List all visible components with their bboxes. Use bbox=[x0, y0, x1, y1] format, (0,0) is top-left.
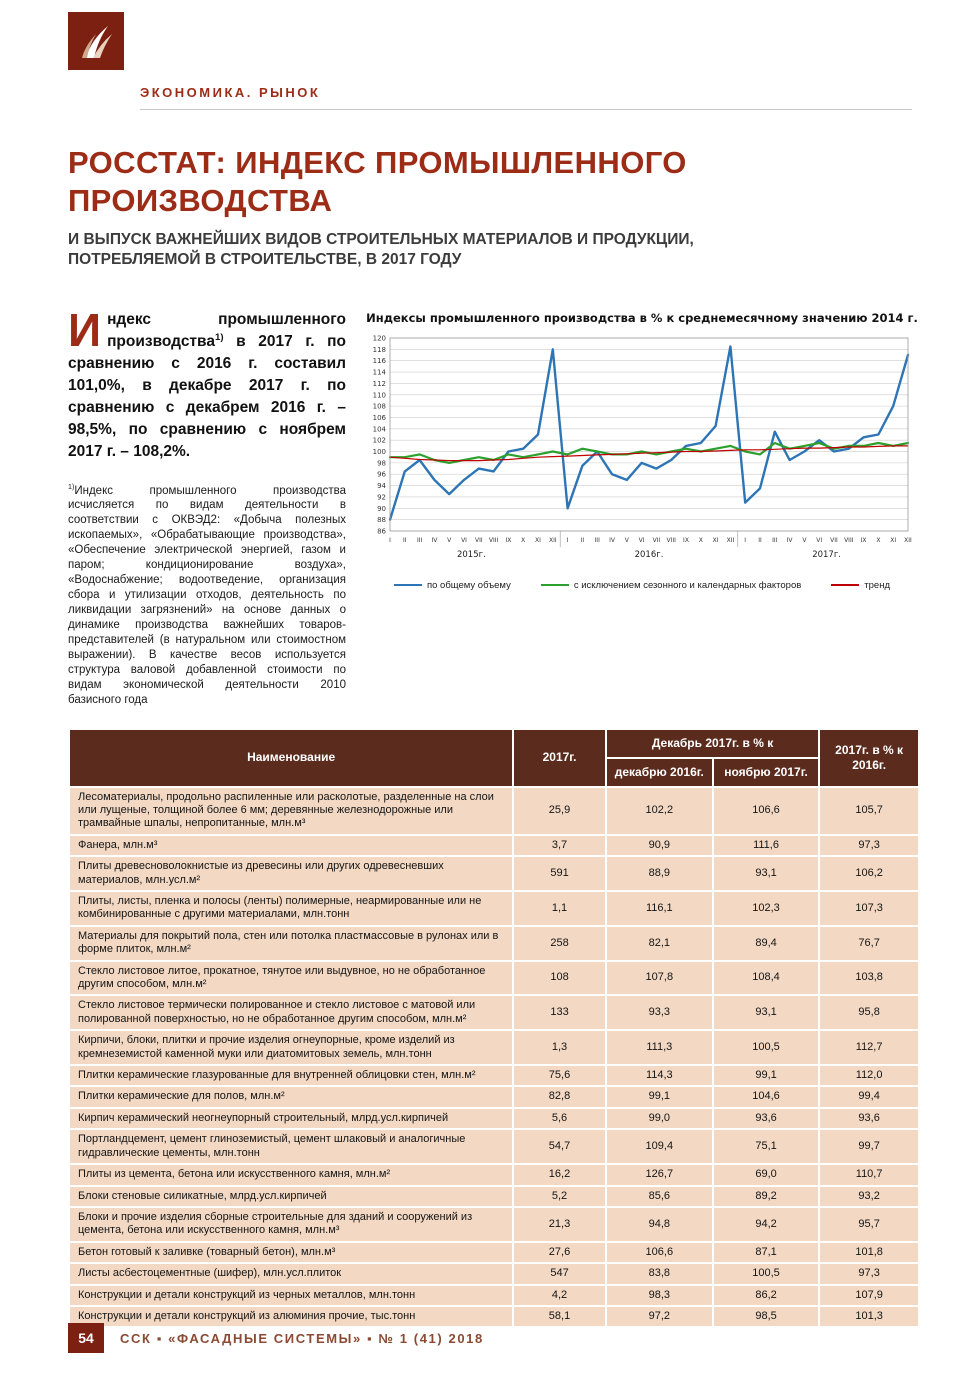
svg-text:V: V bbox=[802, 536, 807, 544]
text-column bbox=[68, 303, 346, 708]
svg-text:2017г.: 2017г. bbox=[812, 549, 842, 560]
row-name: Плиты, листы, пленка и полосы (ленты) полимерные, неармированные или не комбинированные с другими материалами, млн.тонн bbox=[69, 891, 513, 926]
col-header-group: Декабрь 2017г. в % к bbox=[606, 729, 819, 758]
row-name: Блоки и прочие изделия сборные строительные для зданий и сооружений из цемента, бетона или искусственного камня, млн.м³ bbox=[69, 1207, 513, 1242]
row-name: Плиты древесноволокнистые из древесины или других одревесневших материалов, млн.усл.м² bbox=[69, 856, 513, 891]
row-value: 106,6 bbox=[606, 1242, 713, 1263]
page-number: 54 bbox=[68, 1323, 104, 1353]
svg-text:VII: VII bbox=[474, 536, 483, 544]
lead-footnote-mark: 1) bbox=[214, 331, 224, 343]
chart-title: Индексы промышленного производства в % к среднемесячному значению 2014 г. bbox=[366, 310, 918, 325]
legend-item bbox=[541, 580, 801, 591]
svg-text:118: 118 bbox=[372, 345, 386, 354]
svg-text:IV: IV bbox=[431, 536, 438, 544]
row-value: 54,7 bbox=[513, 1129, 606, 1164]
row-value: 98,3 bbox=[606, 1285, 713, 1306]
row-value: 4,2 bbox=[513, 1285, 606, 1306]
svg-text:106: 106 bbox=[372, 413, 386, 422]
table-row bbox=[69, 926, 919, 961]
table-row bbox=[69, 1207, 919, 1242]
row-value: 112,0 bbox=[819, 1065, 919, 1086]
svg-text:II: II bbox=[580, 536, 585, 544]
row-value: 85,6 bbox=[606, 1186, 713, 1207]
legend-line-swatch bbox=[541, 584, 569, 586]
svg-text:X: X bbox=[698, 536, 703, 544]
table-body bbox=[69, 787, 919, 1328]
article-subtitle: И ВЫПУСК ВАЖНЕЙШИХ ВИДОВ СТРОИТЕЛЬНЫХ МАТЕРИАЛОВ И ПРОДУКЦИИ, ПОТРЕБЛЯЕМОЙ В СТРОИТЕЛЬСТВЕ, В 2017 ГОДУ bbox=[68, 230, 694, 269]
publisher-logo bbox=[68, 12, 124, 70]
svg-text:XII: XII bbox=[726, 536, 735, 544]
row-value: 106,6 bbox=[713, 787, 819, 835]
lead-text-1: ндекс промышленного производства bbox=[107, 310, 346, 350]
svg-text:X: X bbox=[521, 536, 526, 544]
row-value: 75,6 bbox=[513, 1065, 606, 1086]
footer-text: ССК ▪ «ФАСАДНЫЕ СИСТЕМЫ» ▪ № 1 (41) 2018 bbox=[120, 1330, 484, 1346]
row-value: 5,2 bbox=[513, 1186, 606, 1207]
svg-text:XI: XI bbox=[535, 536, 541, 544]
svg-text:88: 88 bbox=[377, 515, 386, 524]
svg-text:XII: XII bbox=[904, 536, 912, 544]
row-name: Конструкции и детали конструкций из черных металлов, млн.тонн bbox=[69, 1285, 513, 1306]
row-value: 108,4 bbox=[713, 961, 819, 996]
svg-text:98: 98 bbox=[377, 458, 386, 467]
row-value: 1,1 bbox=[513, 891, 606, 926]
svg-text:III: III bbox=[416, 536, 423, 544]
row-value: 97,3 bbox=[819, 835, 919, 856]
legend-label: тренд bbox=[864, 579, 891, 591]
svg-text:IX: IX bbox=[505, 536, 512, 544]
row-value: 93,6 bbox=[713, 1108, 819, 1129]
col-header-name: Наименование bbox=[69, 729, 513, 787]
chart-block bbox=[364, 309, 920, 708]
svg-text:II: II bbox=[403, 536, 407, 544]
page-footer bbox=[68, 1323, 484, 1353]
row-value: 105,7 bbox=[819, 787, 919, 835]
swoosh-logo-icon bbox=[76, 20, 116, 62]
footnote-text: Индекс промышленного производства исчисляется по видам деятельности в соответствии с ОКВЭД2: «Добыча полезных ископаемых», «Обрабатывающие производства», «Обеспечение электрической энергией, газом и паром; кондиционирование воздуха», «Водоснабжение; водоотведение, организация сбора и утилизации отходов, деятельность по ликвидации загрязнений» на основе данных о динамике производства важнейших товаров-представителей (в натуральном или стоимостном выражении). В качестве весов используется структура валовой добавленной стоимости по видам экономической деятельности 2010 базисного года bbox=[68, 484, 346, 706]
article-title bbox=[68, 144, 908, 220]
svg-text:III: III bbox=[772, 536, 778, 544]
dropcap: И bbox=[68, 303, 102, 356]
row-value: 133 bbox=[513, 995, 606, 1030]
svg-text:I: I bbox=[566, 536, 569, 544]
svg-text:XI: XI bbox=[890, 536, 897, 544]
legend-line-swatch bbox=[831, 584, 859, 586]
row-value: 25,9 bbox=[513, 787, 606, 835]
table-row bbox=[69, 1129, 919, 1164]
svg-text:VI: VI bbox=[461, 536, 467, 544]
svg-text:VII: VII bbox=[652, 536, 661, 544]
svg-text:114: 114 bbox=[372, 368, 386, 377]
row-value: 83,8 bbox=[606, 1263, 713, 1284]
row-value: 95,7 bbox=[819, 1207, 919, 1242]
row-value: 116,1 bbox=[606, 891, 713, 926]
legend-label: с исключением сезонного и календарных факторов bbox=[573, 579, 802, 591]
footnote bbox=[68, 483, 346, 708]
row-value: 107,9 bbox=[819, 1285, 919, 1306]
table-row bbox=[69, 1164, 919, 1185]
row-value: 107,3 bbox=[819, 891, 919, 926]
svg-text:XI: XI bbox=[712, 536, 719, 544]
row-value: 101,8 bbox=[819, 1242, 919, 1263]
svg-text:102: 102 bbox=[372, 436, 386, 445]
row-value: 99,0 bbox=[606, 1108, 713, 1129]
table-row bbox=[69, 856, 919, 891]
row-value: 108 bbox=[513, 961, 606, 996]
row-name: Стекло листовое термически полированное и стекло листовое с матовой или полированной поверхностью, но не обработанное другим способом, млн.м² bbox=[69, 995, 513, 1030]
row-name: Портландцемент, цемент глиноземистый, цемент шлаковый и аналогичные гидравлические цементы, млн.тонн bbox=[69, 1129, 513, 1164]
row-value: 76,7 bbox=[819, 926, 919, 961]
legend-item bbox=[831, 580, 890, 591]
row-value: 93,3 bbox=[606, 995, 713, 1030]
row-value: 5,6 bbox=[513, 1108, 606, 1129]
row-value: 75,1 bbox=[713, 1129, 819, 1164]
row-value: 112,7 bbox=[819, 1030, 919, 1065]
row-name: Материалы для покрытий пола, стен или потолка пластмассовые в рулонах или в форме плиток, млн.м² bbox=[69, 926, 513, 961]
svg-text:112: 112 bbox=[372, 379, 386, 388]
section-header bbox=[140, 84, 912, 110]
row-value: 94,8 bbox=[606, 1207, 713, 1242]
row-name: Конструкции и детали конструкций из алюминия прочие, тыс.тонн bbox=[69, 1306, 513, 1327]
row-value: 93,1 bbox=[713, 995, 819, 1030]
article-title-line2: ПРОИЗВОДСТВА bbox=[68, 182, 333, 218]
row-value: 106,2 bbox=[819, 856, 919, 891]
row-name: Кирпичи, блоки, плитки и прочие изделия огнеупорные, кроме изделий из кремнеземистой каменной муки или диатомитовых земель, млн.тонн bbox=[69, 1030, 513, 1065]
row-name: Бетон готовый к заливке (товарный бетон), млн.м³ bbox=[69, 1242, 513, 1263]
table-row bbox=[69, 835, 919, 856]
svg-text:II: II bbox=[758, 536, 762, 544]
row-value: 258 bbox=[513, 926, 606, 961]
row-name: Блоки стеновые силикатные, млрд.усл.кирпичей bbox=[69, 1186, 513, 1207]
row-name: Плитки керамические для полов, млн.м² bbox=[69, 1086, 513, 1107]
svg-text:2015г.: 2015г. bbox=[456, 549, 486, 560]
svg-text:VIII: VIII bbox=[666, 536, 676, 544]
svg-text:VI: VI bbox=[638, 536, 645, 544]
lead-paragraph bbox=[68, 303, 346, 463]
svg-text:94: 94 bbox=[377, 481, 386, 490]
row-value: 69,0 bbox=[713, 1164, 819, 1185]
svg-text:IV: IV bbox=[609, 536, 615, 544]
svg-text:VI: VI bbox=[816, 536, 823, 544]
article-title-line1: РОССТАТ: ИНДЕКС ПРОМЫШЛЕННОГО bbox=[68, 145, 687, 180]
svg-text:IV: IV bbox=[786, 536, 793, 544]
table-row bbox=[69, 787, 919, 835]
svg-text:VII: VII bbox=[830, 536, 838, 544]
content-columns bbox=[68, 303, 920, 708]
col-header-dec2016: декабрю 2016г. bbox=[606, 758, 713, 787]
row-value: 93,6 bbox=[819, 1108, 919, 1129]
table-header bbox=[69, 729, 919, 787]
col-header-2017: 2017г. bbox=[513, 729, 606, 787]
row-value: 99,4 bbox=[819, 1086, 919, 1107]
row-value: 94,2 bbox=[713, 1207, 819, 1242]
row-value: 95,8 bbox=[819, 995, 919, 1030]
svg-text:92: 92 bbox=[377, 492, 386, 501]
row-value: 99,7 bbox=[819, 1129, 919, 1164]
svg-text:2016г.: 2016г. bbox=[634, 549, 664, 560]
chart-legend bbox=[364, 580, 920, 591]
svg-text:IX: IX bbox=[683, 536, 689, 544]
page-header bbox=[0, 0, 980, 110]
row-value: 100,5 bbox=[713, 1263, 819, 1284]
svg-text:XII: XII bbox=[548, 536, 557, 544]
col-header-nov2017: ноябрю 2017г. bbox=[713, 758, 819, 787]
row-value: 101,3 bbox=[819, 1306, 919, 1327]
row-value: 82,8 bbox=[513, 1086, 606, 1107]
table-row bbox=[69, 1242, 919, 1263]
row-value: 88,9 bbox=[606, 856, 713, 891]
row-value: 27,6 bbox=[513, 1242, 606, 1263]
table-row bbox=[69, 1263, 919, 1284]
row-name: Стекло листовое литое, прокатное, тянутое или выдувное, но не обработанное другим способом, млн.м² bbox=[69, 961, 513, 996]
table-row bbox=[69, 1285, 919, 1306]
row-value: 93,2 bbox=[819, 1186, 919, 1207]
row-name: Лесоматериалы, продольно распиленные или расколотые, разделенные на слои или лущеные, толщиной более 6 мм; деревянные железнодорожные или трамвайные шпалы, непропитанные, млн.м³ bbox=[69, 787, 513, 835]
row-value: 86,2 bbox=[713, 1285, 819, 1306]
svg-text:VIII: VIII bbox=[488, 536, 499, 544]
svg-text:104: 104 bbox=[372, 424, 386, 433]
row-value: 89,4 bbox=[713, 926, 819, 961]
svg-text:110: 110 bbox=[372, 390, 386, 399]
table-row bbox=[69, 995, 919, 1030]
row-value: 1,3 bbox=[513, 1030, 606, 1065]
svg-text:116: 116 bbox=[372, 356, 386, 365]
svg-text:VIII: VIII bbox=[844, 536, 854, 544]
row-value: 111,3 bbox=[606, 1030, 713, 1065]
lead-text-2: в 2017 г. по сравнению с 2016 г. составил 101,0%, в декабре 2017 г. по сравнению с декабрем 2016 г. – 98,5%, по сравнению с ноябрем 2017 г. – 108,2%. bbox=[68, 332, 346, 460]
row-value: 104,6 bbox=[713, 1086, 819, 1107]
svg-text:100: 100 bbox=[372, 447, 386, 456]
row-value: 98,5 bbox=[713, 1306, 819, 1327]
svg-text:III: III bbox=[594, 536, 600, 544]
table-row bbox=[69, 1086, 919, 1107]
row-value: 90,9 bbox=[606, 835, 713, 856]
svg-text:X: X bbox=[876, 536, 881, 544]
row-value: 82,1 bbox=[606, 926, 713, 961]
row-name: Листы асбестоцементные (шифер), млн.усл.плиток bbox=[69, 1263, 513, 1284]
svg-text:96: 96 bbox=[377, 470, 386, 479]
row-value: 97,2 bbox=[606, 1306, 713, 1327]
table-row bbox=[69, 1186, 919, 1207]
row-value: 111,6 bbox=[713, 835, 819, 856]
legend-line-swatch bbox=[394, 584, 422, 586]
row-value: 3,7 bbox=[513, 835, 606, 856]
svg-text:V: V bbox=[447, 536, 452, 544]
section-label: ЭКОНОМИКА. РЫНОК bbox=[140, 85, 321, 100]
row-value: 97,3 bbox=[819, 1263, 919, 1284]
row-value: 109,4 bbox=[606, 1129, 713, 1164]
svg-text:90: 90 bbox=[377, 504, 386, 513]
row-value: 591 bbox=[513, 856, 606, 891]
table-row bbox=[69, 891, 919, 926]
row-value: 107,8 bbox=[606, 961, 713, 996]
legend-label: по общему объему bbox=[426, 579, 511, 591]
svg-text:IX: IX bbox=[860, 536, 867, 544]
row-value: 126,7 bbox=[606, 1164, 713, 1185]
table-row bbox=[69, 961, 919, 996]
row-value: 100,5 bbox=[713, 1030, 819, 1065]
row-value: 58,1 bbox=[513, 1306, 606, 1327]
svg-text:86: 86 bbox=[377, 527, 386, 536]
row-value: 89,2 bbox=[713, 1186, 819, 1207]
svg-text:V: V bbox=[624, 536, 629, 544]
materials-table bbox=[68, 728, 920, 1329]
col-header-year-ratio: 2017г. в % к 2016г. bbox=[819, 729, 919, 787]
row-value: 110,7 bbox=[819, 1164, 919, 1185]
row-name: Кирпич керамический неогнеупорный строительный, млрд.усл.кирпичей bbox=[69, 1108, 513, 1129]
row-value: 103,8 bbox=[819, 961, 919, 996]
row-value: 99,1 bbox=[713, 1065, 819, 1086]
footnote-mark: 1) bbox=[68, 482, 75, 491]
row-value: 87,1 bbox=[713, 1242, 819, 1263]
table-row bbox=[69, 1030, 919, 1065]
svg-text:108: 108 bbox=[372, 402, 386, 411]
row-value: 99,1 bbox=[606, 1086, 713, 1107]
table-row bbox=[69, 1108, 919, 1129]
row-value: 547 bbox=[513, 1263, 606, 1284]
row-value: 16,2 bbox=[513, 1164, 606, 1185]
row-value: 102,3 bbox=[713, 891, 819, 926]
row-value: 114,3 bbox=[606, 1065, 713, 1086]
table-row bbox=[69, 1065, 919, 1086]
row-value: 21,3 bbox=[513, 1207, 606, 1242]
row-value: 102,2 bbox=[606, 787, 713, 835]
row-value: 93,1 bbox=[713, 856, 819, 891]
line-chart bbox=[364, 333, 916, 571]
legend-item bbox=[394, 580, 511, 591]
svg-text:I: I bbox=[744, 536, 747, 544]
svg-text:I: I bbox=[389, 536, 391, 544]
svg-text:120: 120 bbox=[372, 334, 386, 343]
row-name: Фанера, млн.м³ bbox=[69, 835, 513, 856]
row-name: Плиты из цемента, бетона или искусственного камня, млн.м² bbox=[69, 1164, 513, 1185]
row-name: Плитки керамические глазурованные для внутренней облицовки стен, млн.м² bbox=[69, 1065, 513, 1086]
